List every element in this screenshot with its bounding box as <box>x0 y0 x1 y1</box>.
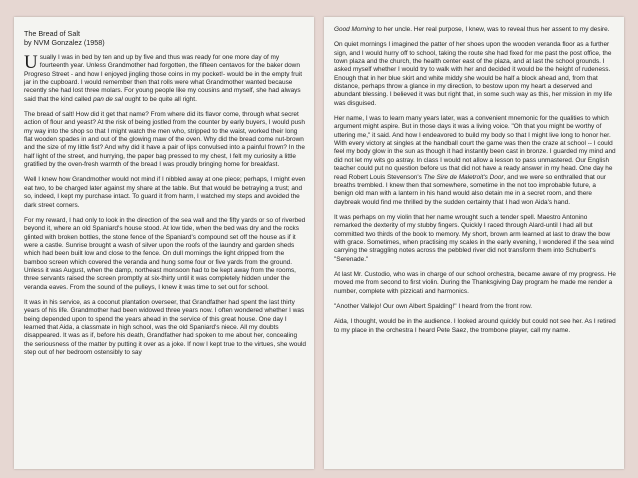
paragraph-text: sually I was in bed by ten and up by five and thus was ready for one more day of my fourteenth year. Unless Grandmother had forgotten, the fifteen centavos for the baker down Progreso Street - and how I enjoyed jingling those coins in my pocket!- would be in the empty fruit jar in the cupboard. I would remember then that rolls were what Grandmother wanted because recently she had lost three molars. For young people like my cousins and myself, she had always said that the kind called <box>24 54 303 103</box>
paragraph: On quiet mornings I imagined the patter of her shoes upon the wooden veranda floor as a further sign, and I would hurry off to school, taking the route she had fixed for me past the post office, the town plaza and the church, the health center east of the plaza, and at last the school grounds. I asked myself whether I would try to walk with her and decided it would be the height of rudeness. Enough that in her blue skirt and white middy she would be half a block ahead and, from that distance, perhaps throw a glance in my direction, to bestow upon my heart a deserved and abundant blessing. I believed it was but right that, in some such way as this, her mission in my life was disguised. <box>334 41 613 107</box>
paragraph-text: to her uncle. Her real purpose, I knew, was to reveal thus her assent to my desire. <box>374 26 610 33</box>
paragraph-text: Her name, I was to learn many years later, was a convenient mnemonic for the qualities to which argument might aspire. But in those days it was a living voice. "Oh that you might be worthy of uttering me," it said. And how I endeavored to build my body so that I might live long to honor her. With every victory at singles at the handball court the game was then the craze at school -- I could feel my body glow in the sun as though it had instantly been cast in bronze. I guarded my mind and did not let my wits go astray. In class I would not allow a lesson to pass unmastered. Our English teacher could put no question before us that did not have a ready answer in my head. One day he read Robert Louis Stevenson's <box>334 115 616 181</box>
story-byline: by NVM Gonzalez (1958) <box>24 38 105 47</box>
paragraph-text: , and we were so enthralled that our breaths trembled. I knew then that somewhere, sometime in the not too improbable future, a benign old man with a lantern in his hand would also detain me in a secret room, and there daybreak would find me thrilled by the sudden certainty that I had won Aida's hand. <box>334 173 606 206</box>
paragraph: For my reward, I had only to look in the direction of the sea wall and the fifty yards or so of riverbed beyond it, where an old Spaniard's house stood. At low tide, when the bed was dry and the rocks glinted with broken bottles, the stone fence of the Spaniard's compound set off the house as if it were a castle. Sunrise brought a wash of silver upon the roofs of the laundry and garden sheds which had been built low and close to the fence. On dull mornings the light dripped from the bamboo screen which covered the veranda and hung some four or five yards from the ground. Unless it was August, when the damp, northeast monsoon had to be kept away from the rooms, three servants raised the screen promptly at six-thirty until it was completely hidden under the veranda eaves. From the sound of the pulleys, I knew it was time to set out for school. <box>24 216 306 291</box>
paragraph <box>24 54 306 104</box>
italic-phrase: pan de sal <box>93 95 123 103</box>
right-page <box>324 17 624 469</box>
paragraph: Aida, I thought, would be in the audience. I looked around quickly but could not see her. As I retired to my place in the orchestra I heard Pete Saez, the trombone player, call my name. <box>334 318 616 334</box>
italic-phrase: Good Morning <box>334 26 375 33</box>
left-page <box>14 17 314 469</box>
paragraph: It was in his service, as a coconut plantation overseer, that Grandfather had spent the last thirty years of his life. Grandmother had been widowed three years now. I often wondered whether I was being depended upon to spend the years ahead in the service of this great house. One day I learned that Aida, a classmate in high school, was the old Spaniard's niece. All my doubts disappeared. It was as if, before his death, Grandfather had spoken to me about her, concealing the seriousness of the matter by putting it over as a joke. If now I kept true to the virtues, she would step out of her bedroom ostensibly to say <box>24 298 306 356</box>
paragraph-text: ought to be quite all right. <box>122 95 197 103</box>
paragraph: At last Mr. Custodio, who was in charge of our school orchestra, became aware of my progress. He moved me from second to first violin. During the Thanksgiving Day program he made me render a number, complete with pizzicati and harmonics. <box>334 270 616 295</box>
story-title: The Bread of Salt <box>24 29 80 38</box>
paragraph: Well I knew how Grandmother would not mind if I nibbled away at one piece; perhaps, I might even eat two, to be charged later against my share at the table. But that would be betraying a trust; and so, indeed, I kept my purchase intact. To guard it from harm, I watched my steps and avoided the dark street corners. <box>24 176 306 209</box>
paragraph: "Another Vallejo! Our own Albert Spalding!" I heard from the front row. <box>334 302 533 310</box>
paragraph <box>334 115 616 207</box>
italic-title: The Sire de Maletroit's Door <box>423 173 504 181</box>
paragraph: The bread of salt! How did it get that name? From where did its flavor come, through what secret action of flour and yeast? At the risk of being jostled from the counter by early buyers, I would push my way into the shop so that I might watch the men who, stripped to the waist, worked their long flat wooden spades in and out of the glowing maw of the oven. Why did the bread come nut-brown and the size of my little fist? And why did it have a pair of lips convulsed into a painful frown? In the half light of the street, and hurrying, the paper bag pressed to my chest, I felt my curiosity a little gratified by the oven-fresh warmth of the bread I was proudly bringing home for breakfast. <box>24 111 305 169</box>
drop-cap: U <box>24 52 38 73</box>
paragraph <box>334 26 616 34</box>
paragraph: It was perhaps on my violin that her name wrought such a tender spell. Maestro Antonino remarked the dexterity of my stubby fingers. Quickly I raced through Alard-until I had all but committed two thirds of the book to memory. My short, brown arm learned at last to draw the bow with grace. Sometimes, when practising my scales in the early evening, I wondered if the sea wind carrying the straggling notes across the pebbled river did not transform them into Schubert's "Serenade." <box>334 213 614 263</box>
